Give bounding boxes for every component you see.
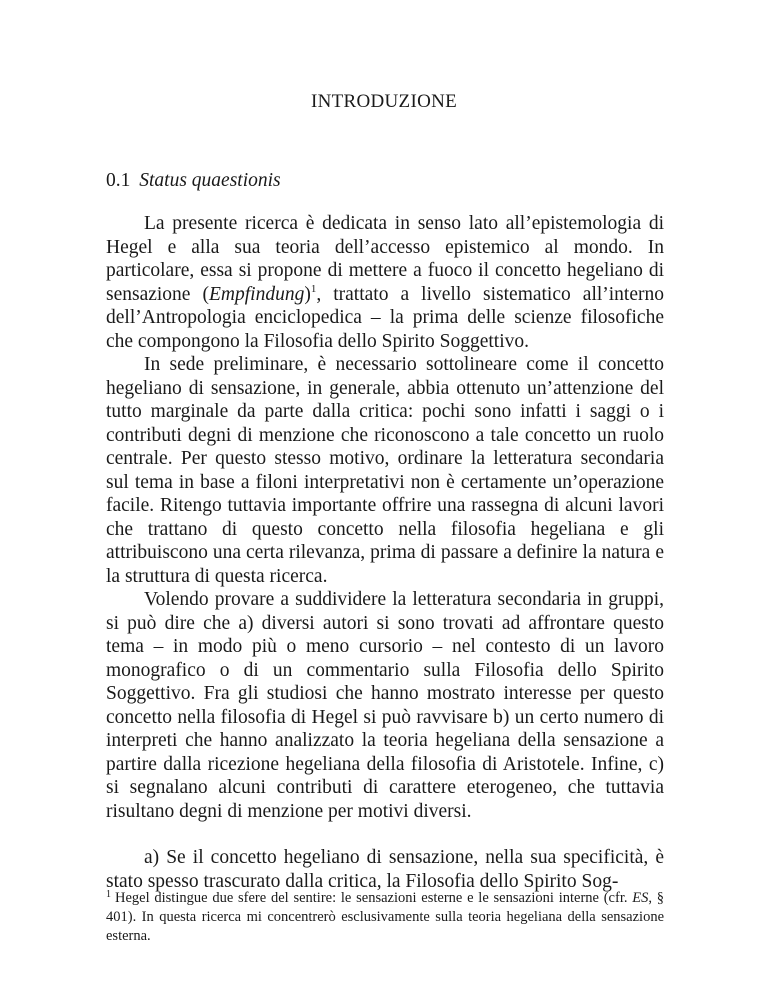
paragraph-2: In sede preliminare, è necessario sottolineare come il concetto hegeliano di sensazione, in generale, abbia ottenuto un’attenzione del tutto marginale da parte dalla critica: pochi sono infatti i saggi o i contributi degni di menzione che riconoscono a tale concetto un ruolo centrale. Per questo stesso motivo, ordinare la letteratura secondaria sul tema in base a filoni interpretativi non è certamente un’operazione facile. Ritengo tuttavia importante offrire una rassegna di alcuni lavori che trattano di questo concetto nella filosofia hegeliana e gli attribuiscono una certa rilevanza, prima di passare a definire la natura e la struttura di questa ricerca.: [106, 354, 664, 587]
footnote-mark: 1: [106, 889, 111, 900]
section-heading: [106, 170, 281, 192]
paragraph-1: La presente ricerca è dedicata in senso lato all’epistemologia di Hegel e alla sua teoria dell’accesso epistemico al mondo. In particolare, essa si propone di mettere a fuoco il concetto hegeliano di sensazione (Empfindung)$^1$, trattato a livello sistematico all’interno dell’Antropologia enciclopedica – la prima delle scienze filosofiche che compongono la Filosofia dello Spirito Soggettivo.: [106, 213, 665, 352]
paragraph-1-emphasis: Empfindung: [209, 283, 305, 305]
paragraph-1-text-a: La presente ricerca è dedicata in senso lato all’epistemologia di Hegel e alla sua teoria dell’accesso epistemico al mondo. In particolare, essa si propone di mettere a fuoco il concetto hegeliano di sensazione (: [106, 213, 664, 305]
footnote-emphasis: ES: [632, 890, 649, 906]
section-title: Status quaestionis: [139, 170, 281, 191]
body-text: [106, 212, 664, 893]
paragraph-4: a) Se il concetto hegeliano di sensazione, nella sua specificità, è stato spesso trascurato dalla critica, la Filosofia dello Spirito Sog-: [106, 847, 664, 892]
footnote-reference[interactable]: 1: [310, 282, 317, 295]
footnote: [106, 889, 664, 946]
footnote-text-a: Hegel distingue due sfere del sentire: le sensazioni esterne e le sensazioni interne (cfr.: [115, 890, 633, 906]
section-number: 0.1: [106, 170, 131, 191]
paragraph-3: Volendo provare a suddividere la letteratura secondaria in gruppi, si può dire che a) diversi autori si sono trovati ad affrontare questo tema – in modo più o meno cursorio – nel contesto di un lavoro monografico o di un commentario sulla Filosofia dello Spirito Soggettivo. Fra gli studiosi che hanno mostrato interesse per questo concetto nella filosofia di Hegel si può ravvisare b) un certo numero di interpreti che hanno analizzato la teoria hegeliana della sensazione a partire dalla ricezione hegeliana della filosofia di Aristotele. Infine, c) si segnalano alcuni contributi di carattere eterogeneo, che tuttavia risultano degni di menzione per motivi diversi.: [106, 589, 664, 822]
paragraph-1-text-b: , trattato a livello sistematico all’interno dell’Antropologia enciclopedica – la prima delle scienze filosofiche che compongono la Filosofia dello Spirito Soggettivo.: [106, 283, 665, 352]
chapter-title: INTRODUZIONE: [310, 91, 458, 112]
footnote-text-b: , § 401). In questa ricerca mi concentrerò esclusivamente sulla teoria hegeliana della sensazione esterna.: [106, 890, 665, 944]
